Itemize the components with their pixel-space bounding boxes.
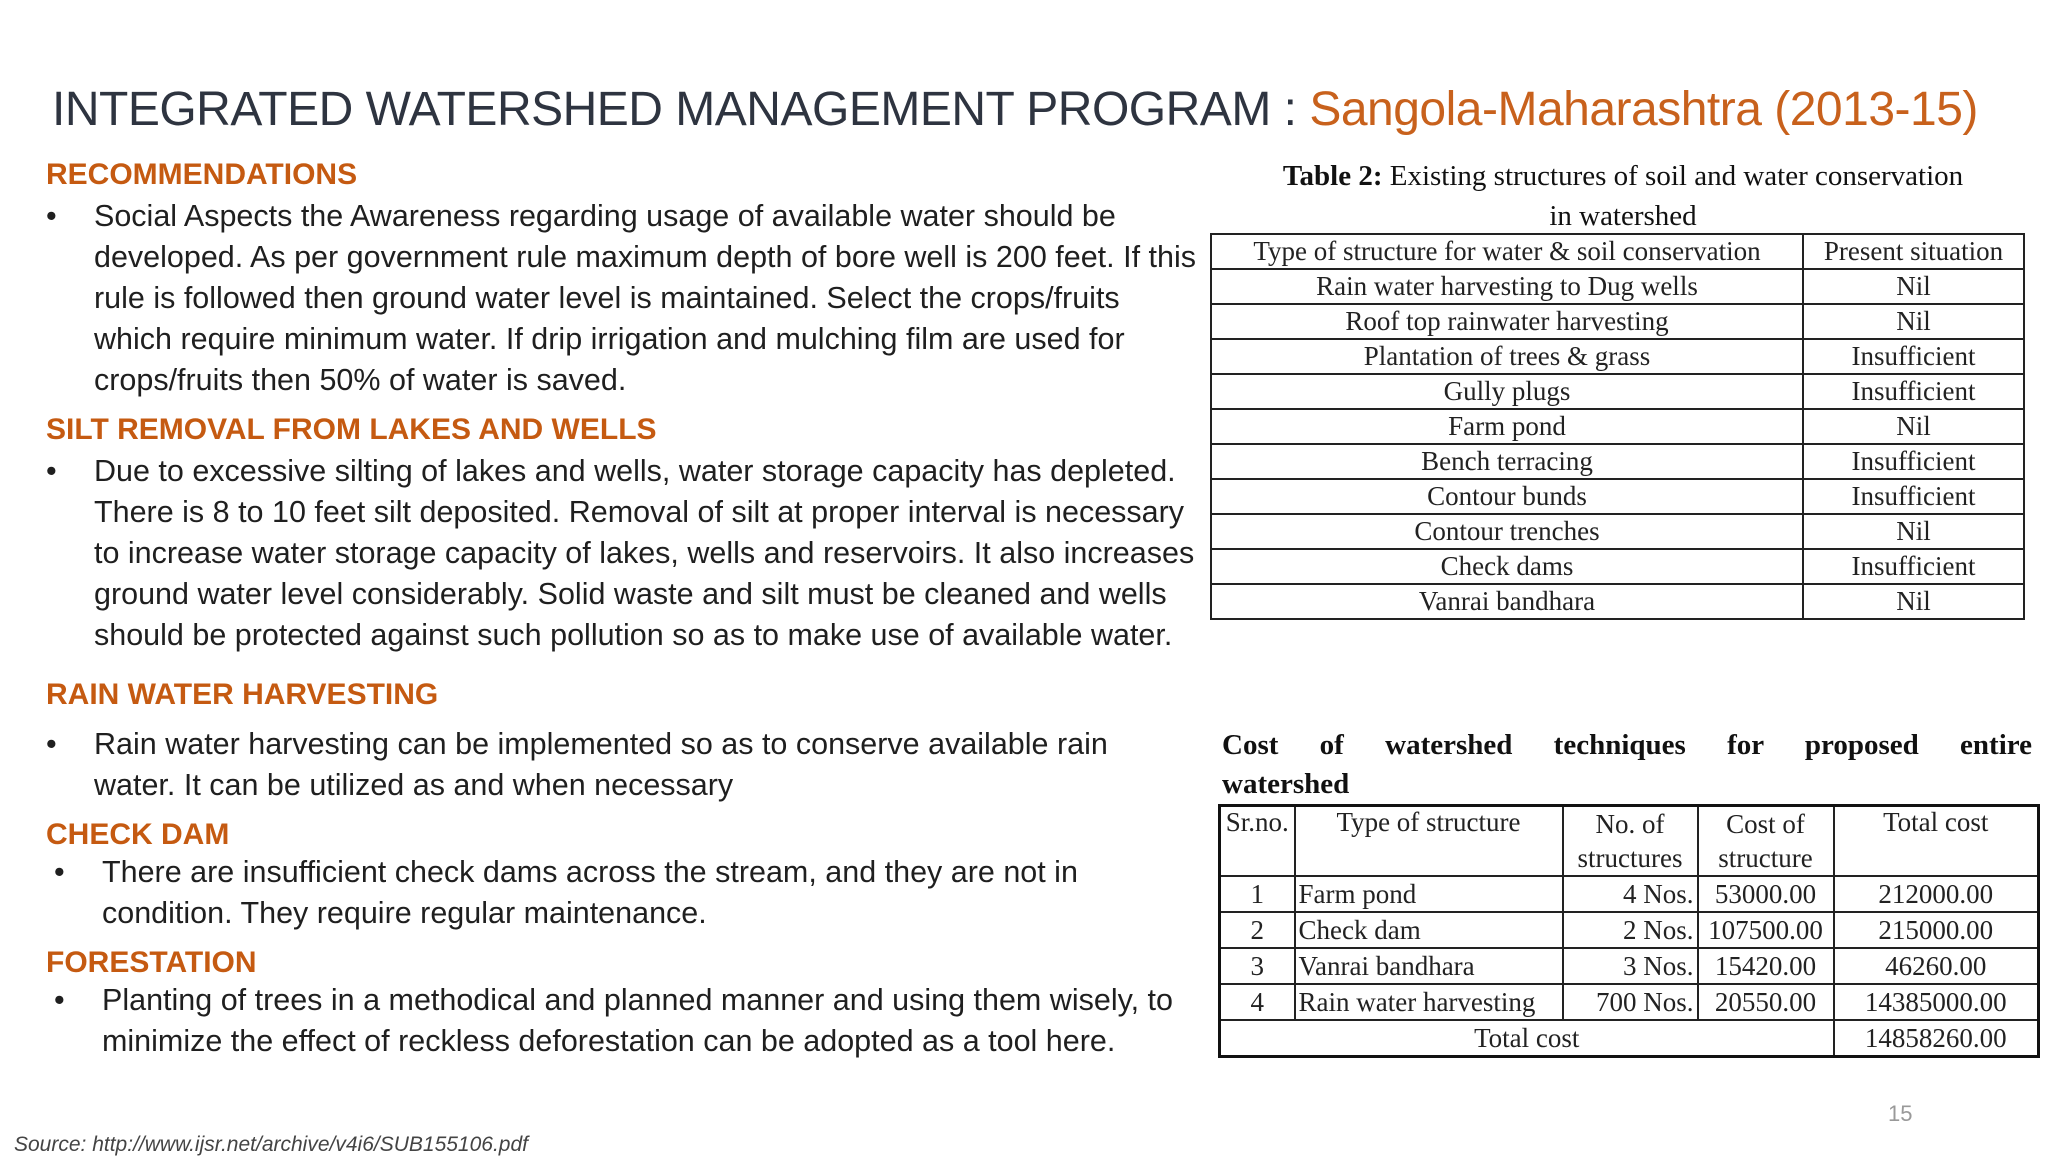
column-header-srno: Sr.no. bbox=[1220, 806, 1295, 877]
bullet-text: There are insufficient check dams across the stream, and they are not in condition. They require regular maintenance. bbox=[102, 855, 1078, 930]
title-separator: : bbox=[1270, 83, 1310, 136]
bullet-dot: • bbox=[46, 727, 57, 761]
table-row bbox=[1211, 304, 2024, 339]
structure-type-cell: Farm pond bbox=[1211, 409, 1803, 444]
type-cell: Check dam bbox=[1295, 912, 1563, 948]
structure-type-cell: Contour bunds bbox=[1211, 479, 1803, 514]
cost-cell: 53000.00 bbox=[1698, 876, 1834, 912]
recommendations-column bbox=[46, 158, 1196, 1062]
grand-total-cell: 14858260.00 bbox=[1834, 1020, 2039, 1057]
bullet-forestation bbox=[46, 980, 1196, 1062]
table2-caption-text: Existing structures of soil and water conservation bbox=[1382, 160, 1964, 192]
table3-caption-line1: Cost of watershed techniques for proposed entire bbox=[1222, 729, 2032, 761]
bullet-silt-removal bbox=[46, 451, 1196, 656]
structure-type-cell: Vanrai bandhara bbox=[1211, 584, 1803, 619]
section-heading-rain-water: RAIN WATER HARVESTING bbox=[46, 678, 439, 711]
section-heading-forestation: FORESTATION bbox=[46, 946, 257, 979]
title-main: INTEGRATED WATERSHED MANAGEMENT PROGRAM bbox=[52, 83, 1271, 136]
cost-cell: 107500.00 bbox=[1698, 912, 1834, 948]
type-cell: Farm pond bbox=[1295, 876, 1563, 912]
bullet-text: Due to excessive silting of lakes and wells, water storage capacity has depleted. There is 8 to 10 feet silt deposited. Removal of silt at proper interval is necessary to increase water storage capacity of lakes, wells and reservoirs. It also increases ground water level considerably. Solid waste and silt must be cleaned and wells should be protected against such pollution so as to make use of available water. bbox=[94, 454, 1195, 652]
table-row bbox=[1211, 269, 2024, 304]
count-cell: 700 Nos. bbox=[1563, 984, 1698, 1020]
table3-caption bbox=[1222, 726, 2032, 804]
srno-cell: 4 bbox=[1220, 984, 1295, 1020]
structure-type-cell: Contour trenches bbox=[1211, 514, 1803, 549]
bullet-check-dam bbox=[46, 852, 1196, 934]
bullet-rain-water bbox=[46, 724, 1196, 806]
source-citation: Source: http://www.ijsr.net/archive/v4i6/SUB155106.pdf bbox=[14, 1133, 528, 1156]
type-cell: Vanrai bandhara bbox=[1295, 948, 1563, 984]
situation-cell: Insufficient bbox=[1803, 444, 2024, 479]
column-header-cost: Cost of structure bbox=[1698, 806, 1834, 877]
watershed-cost-table bbox=[1218, 804, 2040, 1058]
bullet-text: Rain water harvesting can be implemented so as to conserve available rain water. It can be utilized as and when necessary bbox=[94, 727, 1108, 802]
section-heading-silt-removal: SILT REMOVAL FROM LAKES AND WELLS bbox=[46, 413, 657, 446]
table-row bbox=[1220, 876, 2039, 912]
srno-cell: 1 bbox=[1220, 876, 1295, 912]
table-row bbox=[1211, 374, 2024, 409]
type-cell: Rain water harvesting bbox=[1295, 984, 1563, 1020]
situation-cell: Insufficient bbox=[1803, 374, 2024, 409]
situation-cell: Insufficient bbox=[1803, 339, 2024, 374]
column-header-total: Total cost bbox=[1834, 806, 2039, 877]
total-cell: 14385000.00 bbox=[1834, 984, 2039, 1020]
table2-caption bbox=[1218, 156, 2028, 236]
count-cell: 4 Nos. bbox=[1563, 876, 1698, 912]
table-header-row bbox=[1211, 234, 2024, 269]
structure-type-cell: Rain water harvesting to Dug wells bbox=[1211, 269, 1803, 304]
total-cell: 46260.00 bbox=[1834, 948, 2039, 984]
bullet-text: Planting of trees in a methodical and planned manner and using them wisely, to minimize the effect of reckless deforestation can be adopted as a tool here. bbox=[102, 983, 1173, 1058]
section-heading-check-dam: CHECK DAM bbox=[46, 818, 230, 851]
structure-type-cell: Check dams bbox=[1211, 549, 1803, 584]
situation-cell: Insufficient bbox=[1803, 479, 2024, 514]
situation-cell: Nil bbox=[1803, 269, 2024, 304]
bullet-text: Social Aspects the Awareness regarding usage of available water should be developed. As per government rule maximum depth of bore well is 200 feet. If this rule is followed then ground water level is maintained. Select the crops/fruits which require minimum water. If drip irrigation and mulching film are used for crops/fruits then 50% of water is saved. bbox=[94, 199, 1196, 397]
table2-caption-line1 bbox=[1218, 156, 2028, 196]
table-row bbox=[1211, 444, 2024, 479]
structure-type-cell: Roof top rainwater harvesting bbox=[1211, 304, 1803, 339]
column-header-type: Type of structure bbox=[1295, 806, 1563, 877]
column-header-count: No. of structures bbox=[1563, 806, 1698, 877]
structure-type-cell: Plantation of trees & grass bbox=[1211, 339, 1803, 374]
table-row bbox=[1211, 479, 2024, 514]
total-label-cell: Total cost bbox=[1220, 1020, 1834, 1057]
table-row bbox=[1211, 584, 2024, 619]
total-cell: 215000.00 bbox=[1834, 912, 2039, 948]
table-row bbox=[1220, 912, 2039, 948]
count-cell: 3 Nos. bbox=[1563, 948, 1698, 984]
table-row bbox=[1211, 339, 2024, 374]
bullet-dot: • bbox=[54, 855, 65, 889]
bullet-recommendations bbox=[46, 196, 1196, 401]
table2-caption-line2: in watershed bbox=[1549, 200, 1697, 232]
table-row bbox=[1211, 514, 2024, 549]
bullet-dot: • bbox=[46, 199, 57, 233]
situation-cell: Nil bbox=[1803, 409, 2024, 444]
table-header-row bbox=[1220, 806, 2039, 877]
column-header: Type of structure for water & soil conservation bbox=[1211, 234, 1803, 269]
bullet-dot: • bbox=[54, 983, 65, 1017]
bullet-dot: • bbox=[46, 454, 57, 488]
structure-type-cell: Bench terracing bbox=[1211, 444, 1803, 479]
structure-type-cell: Gully plugs bbox=[1211, 374, 1803, 409]
srno-cell: 3 bbox=[1220, 948, 1295, 984]
situation-cell: Nil bbox=[1803, 584, 2024, 619]
title-subtitle: Sangola-Maharashtra (2013-15) bbox=[1309, 83, 1978, 136]
table3-caption-line2: watershed bbox=[1222, 768, 1350, 800]
cost-cell: 20550.00 bbox=[1698, 984, 1834, 1020]
situation-cell: Nil bbox=[1803, 304, 2024, 339]
column-header: Present situation bbox=[1803, 234, 2024, 269]
table-row bbox=[1220, 948, 2039, 984]
situation-cell: Nil bbox=[1803, 514, 2024, 549]
total-row bbox=[1220, 1020, 2039, 1057]
table-row bbox=[1211, 549, 2024, 584]
page-number: 15 bbox=[1888, 1101, 1913, 1126]
table-row bbox=[1211, 409, 2024, 444]
table-row bbox=[1220, 984, 2039, 1020]
table2-caption-label: Table 2: bbox=[1282, 160, 1383, 192]
cost-cell: 15420.00 bbox=[1698, 948, 1834, 984]
count-cell: 2 Nos. bbox=[1563, 912, 1698, 948]
situation-cell: Insufficient bbox=[1803, 549, 2024, 584]
page-title bbox=[52, 82, 2042, 137]
section-heading-recommendations: RECOMMENDATIONS bbox=[46, 158, 358, 191]
srno-cell: 2 bbox=[1220, 912, 1295, 948]
total-cell: 212000.00 bbox=[1834, 876, 2039, 912]
existing-structures-table bbox=[1210, 233, 2025, 620]
